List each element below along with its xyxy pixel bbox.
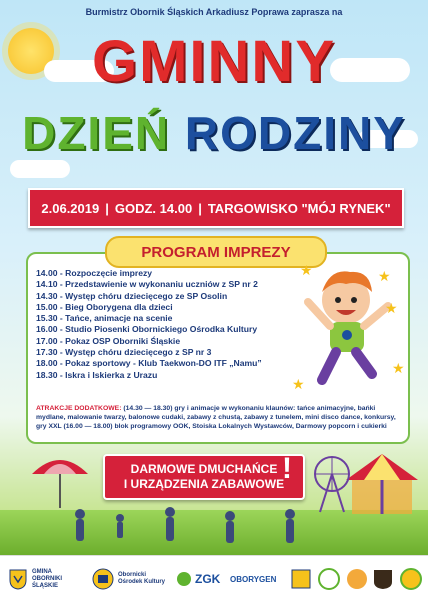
title-rodziny: RODZINY [184, 107, 406, 159]
program-item: 15.30 - Tańce, animacje na scenie [36, 313, 173, 324]
program-item: 14.10 - Przedstawienie w wykonaniu uczniów z SP nr 2 [36, 279, 258, 290]
sponsor-logo-icon [372, 568, 394, 590]
extra-text: (14.30 — 18.30) gry i animacje w wykonaniu klaunów: tańce animacyjne, bańki mydlane, malowanie twarzy, balonowe cudaki, zabawy z chustą, zabawy z tunelem, mini disco dance, konkursy, gry XXL (16.00 — 18.00) blok programowy OOK, Stoiska Lokalnych Wystawców, Darmowy popcorn i cukierki [36, 405, 396, 430]
program-item: 18.00 - Pokaz sportowy - Klub Taekwon-DO ITF „Namu” [36, 358, 262, 369]
oborygen-logo [230, 568, 276, 590]
star-icon: ★ [392, 360, 405, 376]
program-item: 18.30 - Iskra i Iskierka z Urazu [36, 369, 158, 380]
program-item: 14.00 - Rozpoczęcie imprezy [36, 268, 153, 278]
program-heading: PROGRAM IMPREZY [105, 236, 327, 268]
promo-line2: I URZĄDZENIA ZABAWOWE [123, 477, 285, 491]
cloud-icon [10, 160, 70, 178]
umbrella-icon [30, 450, 90, 510]
event-ribbon [28, 188, 404, 228]
title-dzien: DZIEŃ [22, 107, 171, 159]
gmina-logo-text: GMINA OBORNIKI ŚLĄSKIE [32, 568, 62, 589]
sponsor-logo-icon [400, 568, 422, 590]
sponsor-logo-icon [318, 568, 340, 590]
title-dzien-rodziny [0, 106, 428, 160]
gmina-crest-icon [8, 568, 28, 590]
sponsor-footer [0, 555, 428, 601]
event-date: 2.06.2019 [41, 200, 100, 216]
event-separator: | [105, 200, 109, 216]
zgk-logo-text: ZGK [195, 572, 221, 586]
program-item: 14.30 - Występ chóru dziecięcego ze SP Osolin [36, 290, 228, 301]
crowd-illustration [60, 502, 340, 552]
promo-exclamation: ! [282, 452, 292, 485]
program-list [36, 268, 262, 381]
promo-line1: DARMOWE DMUCHAŃCE [130, 462, 278, 476]
star-icon: ★ [385, 300, 398, 316]
star-icon: ★ [300, 262, 313, 278]
zgk-emblem-icon [176, 571, 192, 587]
sponsor-logo-icon [346, 568, 368, 590]
event-separator: | [198, 200, 202, 216]
extra-attractions [36, 404, 402, 431]
star-icon: ★ [378, 268, 391, 284]
program-item: 17.30 - Występ chóru dziecięcego z SP nr 3 [36, 347, 212, 358]
gmina-logo [8, 568, 76, 590]
title-gminny: GMINNY [92, 29, 336, 94]
program-item: 17.00 - Pokaz OSP Oborniki Śląskie [36, 335, 181, 346]
event-time: GODZ. 14.00 [114, 200, 193, 216]
program-item: 15.00 - Bieg Oborygena dla dzieci [36, 301, 173, 312]
organizer-line: Burmistrz Obornik Śląskich Arkadiusz Poprawa zaprasza na [85, 7, 343, 17]
oborygen-logo-text: OBORYGEN [230, 574, 277, 584]
ook-logo [92, 568, 166, 590]
carousel-icon [342, 450, 422, 520]
star-icon: ★ [292, 376, 305, 392]
program-item: 16.00 - Studio Piosenki Obornickiego Ośrodka Kultury [36, 324, 258, 335]
promo-banner [103, 454, 305, 500]
ook-emblem-icon [92, 568, 114, 590]
extra-label: ATRAKCJE DODATKOWE: [36, 405, 122, 412]
sponsor-logo-icon [290, 568, 312, 590]
event-place: TARGOWISKO "MÓJ RYNEK" [207, 200, 391, 216]
zgk-logo [176, 568, 220, 590]
ook-logo-text: Obornicki Ośrodek Kultury [118, 572, 166, 585]
